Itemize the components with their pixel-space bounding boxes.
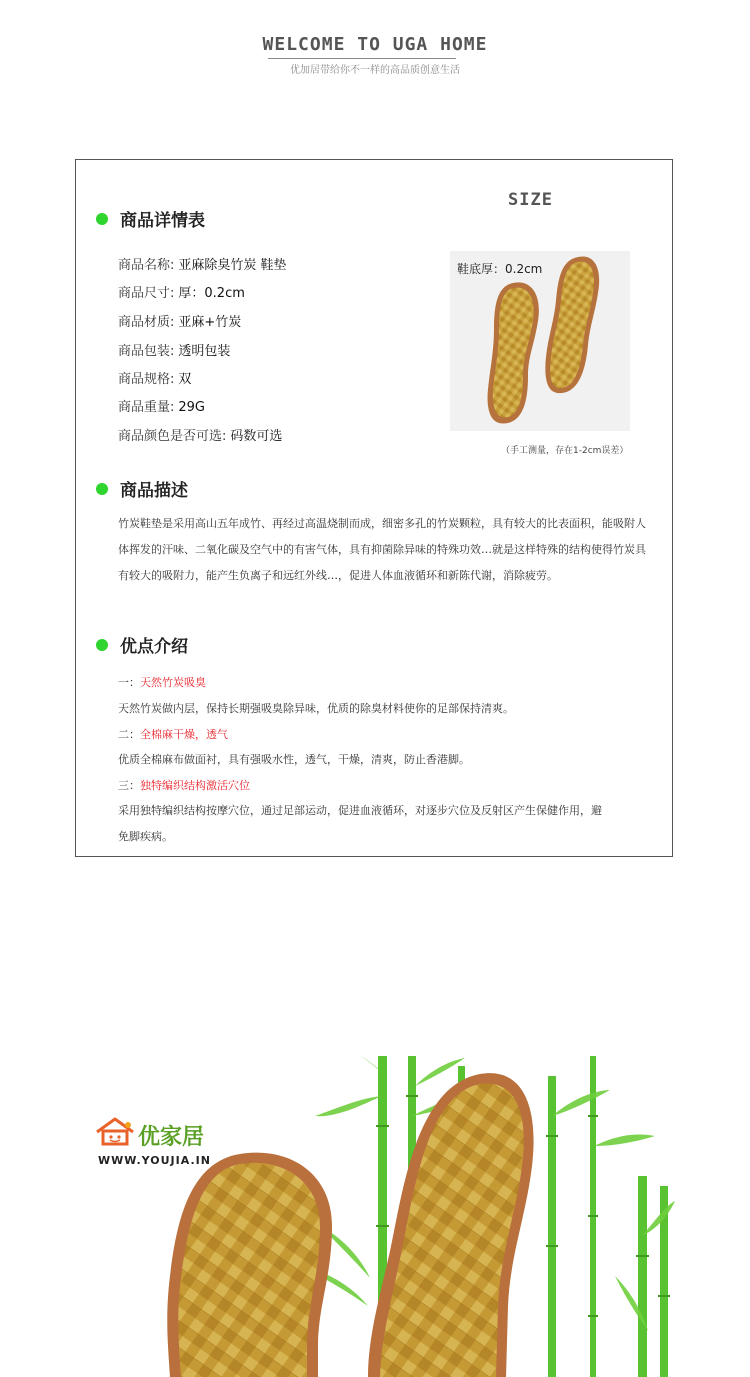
advantage-prefix: 三：: [118, 779, 140, 792]
advantages-heading-text: 优点介绍: [120, 637, 188, 657]
spec-row: [118, 396, 205, 415]
bullet-icon: [96, 213, 108, 225]
bullet-icon: [96, 483, 108, 495]
spec-value: 透明包装: [178, 344, 231, 359]
spec-value: 双: [178, 372, 192, 387]
advantage-title: [118, 726, 228, 742]
spec-value: 29G: [178, 400, 206, 415]
logo-url: WWW.YOUJIA.IN: [98, 1154, 211, 1167]
spec-value: 亚麻除臭竹炭 鞋垫: [178, 258, 287, 273]
spec-value: 亚麻+竹炭: [178, 315, 242, 330]
spec-key: 商品尺寸:: [118, 286, 175, 301]
welcome-title: WELCOME TO UGA HOME: [262, 34, 488, 55]
size-label: SIZE: [508, 190, 553, 210]
spec-value: 码数可选: [230, 429, 283, 444]
advantage-title: [118, 777, 250, 793]
advantage-title-text: 天然竹炭吸臭: [140, 676, 206, 689]
advantage-text: 优质全棉麻布做面衬，具有强吸水性，透气，干燥，清爽，防止香港脚。: [118, 753, 470, 766]
description-heading: [96, 476, 188, 501]
tagline: 优加居带给你不一样的高品质创意生活: [290, 65, 460, 76]
spec-key: 商品规格:: [118, 372, 175, 387]
advantage-title-text: 全棉麻干燥，透气: [140, 728, 228, 741]
spec-key: 商品重量:: [118, 400, 175, 415]
spec-row: [118, 311, 241, 330]
spec-key: 商品名称:: [118, 258, 175, 273]
description-text: 竹炭鞋垫是采用高山五年成竹、再经过高温烧制而成，细密多孔的竹炭颗粒，具有较大的比表面积，能吸附人体挥发的汗味、二氧化碳及空气中的有害气体，具有抑菌除异味的特殊功效…就是这样特殊的结构使得竹炭具有较大的吸附力，能产生负离子和远红外线…，促进人体血液循环和新陈代谢，消除疲劳。: [118, 517, 646, 582]
spec-row: [118, 425, 282, 444]
product-details-frame: [75, 159, 673, 857]
details-heading: [96, 206, 205, 231]
spec-row: [118, 368, 191, 387]
spec-row: [118, 254, 287, 273]
measurement-note: （手工测量，存在1-2cm误差）: [501, 446, 629, 456]
advantage-text: 免脚疾病。: [118, 830, 173, 843]
spec-key: 商品材质:: [118, 315, 175, 330]
advantage-title-text: 独特编织结构激活穴位: [140, 779, 250, 792]
details-heading-text: 商品详情表: [120, 211, 205, 231]
advantage-title: [118, 674, 206, 690]
spec-key: 商品包装:: [118, 344, 175, 359]
thickness-label: 鞋底厚：0.2cm: [457, 262, 543, 276]
bamboo-background: [70, 1056, 675, 1377]
advantages-heading: [96, 632, 188, 657]
spec-row: [118, 282, 245, 301]
logo-text: 优家居: [138, 1125, 205, 1150]
insole-size-photo: [450, 251, 630, 431]
title-underline: [268, 58, 456, 59]
advantage-text: 采用独特编织结构按摩穴位，通过足部运动，促进血液循环，对逐步穴位及反射区产生保健作用，避: [118, 804, 602, 817]
bullet-icon: [96, 639, 108, 651]
insole-pair-graphic: [450, 251, 630, 431]
advantage-prefix: 二：: [118, 728, 140, 741]
house-logo-icon: [94, 1116, 136, 1148]
spec-value: 厚：0.2cm: [178, 286, 245, 301]
description-heading-text: 商品描述: [120, 481, 188, 501]
spec-key: 商品颜色是否可选:: [118, 429, 227, 444]
advantage-prefix: 一：: [118, 676, 140, 689]
spec-row: [118, 340, 230, 359]
product-banner: [70, 1056, 675, 1377]
advantage-text: 天然竹炭做内层，保持长期强吸臭除异味，优质的除臭材料使你的足部保持清爽。: [118, 702, 514, 715]
